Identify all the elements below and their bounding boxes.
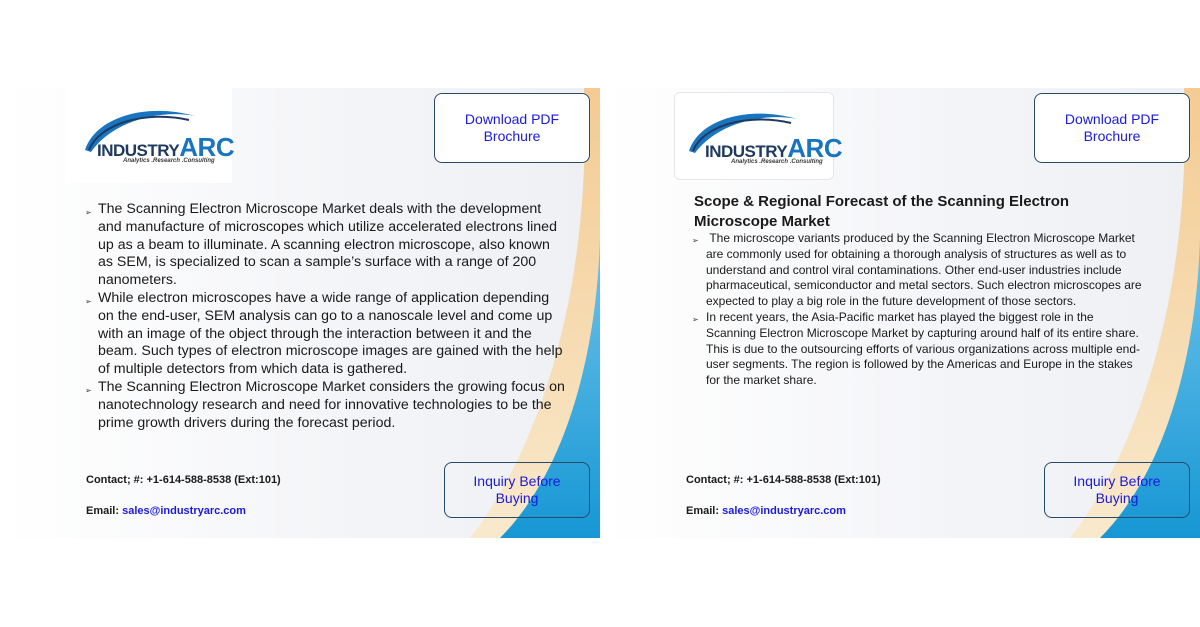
list-item: ➢ The Scanning Electron Microscope Market considers the growing focus on nanotechnology research and need for innovative technologies to be the prime growth drivers during the forecast period.: [85, 378, 565, 431]
logo-tagline: Analytics .Research .Consulting: [731, 159, 823, 165]
inquiry-before-buying-button[interactable]: Inquiry Before Buying: [1044, 462, 1190, 518]
bullet-list: [85, 201, 568, 432]
list-item: ➢ The microscope variants produced by the Scanning Electron Microscope Market are commonly used for obtaining a thorough analysis of structures as well as to understand and control viral contaminations. Other end-user industries include pharmaceutical, semiconductor and metal sectors. Such electron microscopes are expected to play a big role in the future development of those sectors.: [692, 231, 1145, 309]
download-pdf-brochure-button[interactable]: Download PDF Brochure: [434, 93, 590, 163]
arrowhead-bullet-icon: ➢: [692, 314, 699, 324]
contact-email: Email: sales@industryarc.com: [86, 505, 246, 517]
email-link[interactable]: sales@industryarc.com: [122, 505, 246, 517]
logo-tagline: Analytics .Research .Consulting: [123, 158, 215, 164]
email-link[interactable]: sales@industryarc.com: [722, 505, 846, 517]
arrowhead-bullet-icon: ➢: [85, 208, 92, 217]
list-item: ➢ The Scanning Electron Microscope Market deals with the development and manufacture of microscopes which utilize accelerated electrons lined up as a beam to illuminate. A scanning electron microscope, also known as SEM, is specialized to scan a sample’s surface with a range of 200 nanometers.: [85, 201, 557, 289]
list-item: ➢ In recent years, the Asia-Pacific market has played the biggest role in the Scanning Electron Microscope Market by capturing around half of its entire share. This is due to the outsourcing efforts of various organizations across multiple end-user segments. The region is followed by the Americas and Europe in the stakes for the market share.: [692, 309, 1141, 388]
contact-email: Email: sales@industryarc.com: [686, 505, 846, 517]
arrowhead-bullet-icon: ➢: [692, 236, 699, 245]
list-item: ➢ While electron microscopes have a wide range of application depending on the end-user, SEM analysis can go to a nanoscale level and come up with an image of the object through the interaction between it and the beam. Such types of electron microscope images are gained with the help of multiple detectors from which data is gathered.: [85, 289, 563, 378]
industryarc-logo: [65, 88, 235, 183]
logo-wordmark: INDUSTRYARC: [97, 132, 235, 162]
inquiry-before-buying-button[interactable]: Inquiry Before Buying: [444, 462, 590, 518]
logo-wordmark: INDUSTRYARC: [705, 133, 843, 163]
bullet-list: [692, 231, 1146, 389]
slide-left: [0, 88, 600, 538]
download-pdf-brochure-button[interactable]: Download PDF Brochure: [1034, 93, 1190, 163]
arrowhead-bullet-icon: ➢: [85, 385, 92, 395]
contact-phone: Contact; #: +1-614-588-8538 (Ext:101): [86, 474, 281, 486]
section-title: Scope & Regional Forecast of the Scanning Electron Microscope Market: [694, 193, 1070, 230]
arrowhead-bullet-icon: ➢: [85, 296, 92, 306]
contact-phone: Contact; #: +1-614-588-8538 (Ext:101): [686, 474, 881, 486]
industryarc-logo: [674, 92, 843, 180]
slide-right: [600, 88, 1200, 538]
